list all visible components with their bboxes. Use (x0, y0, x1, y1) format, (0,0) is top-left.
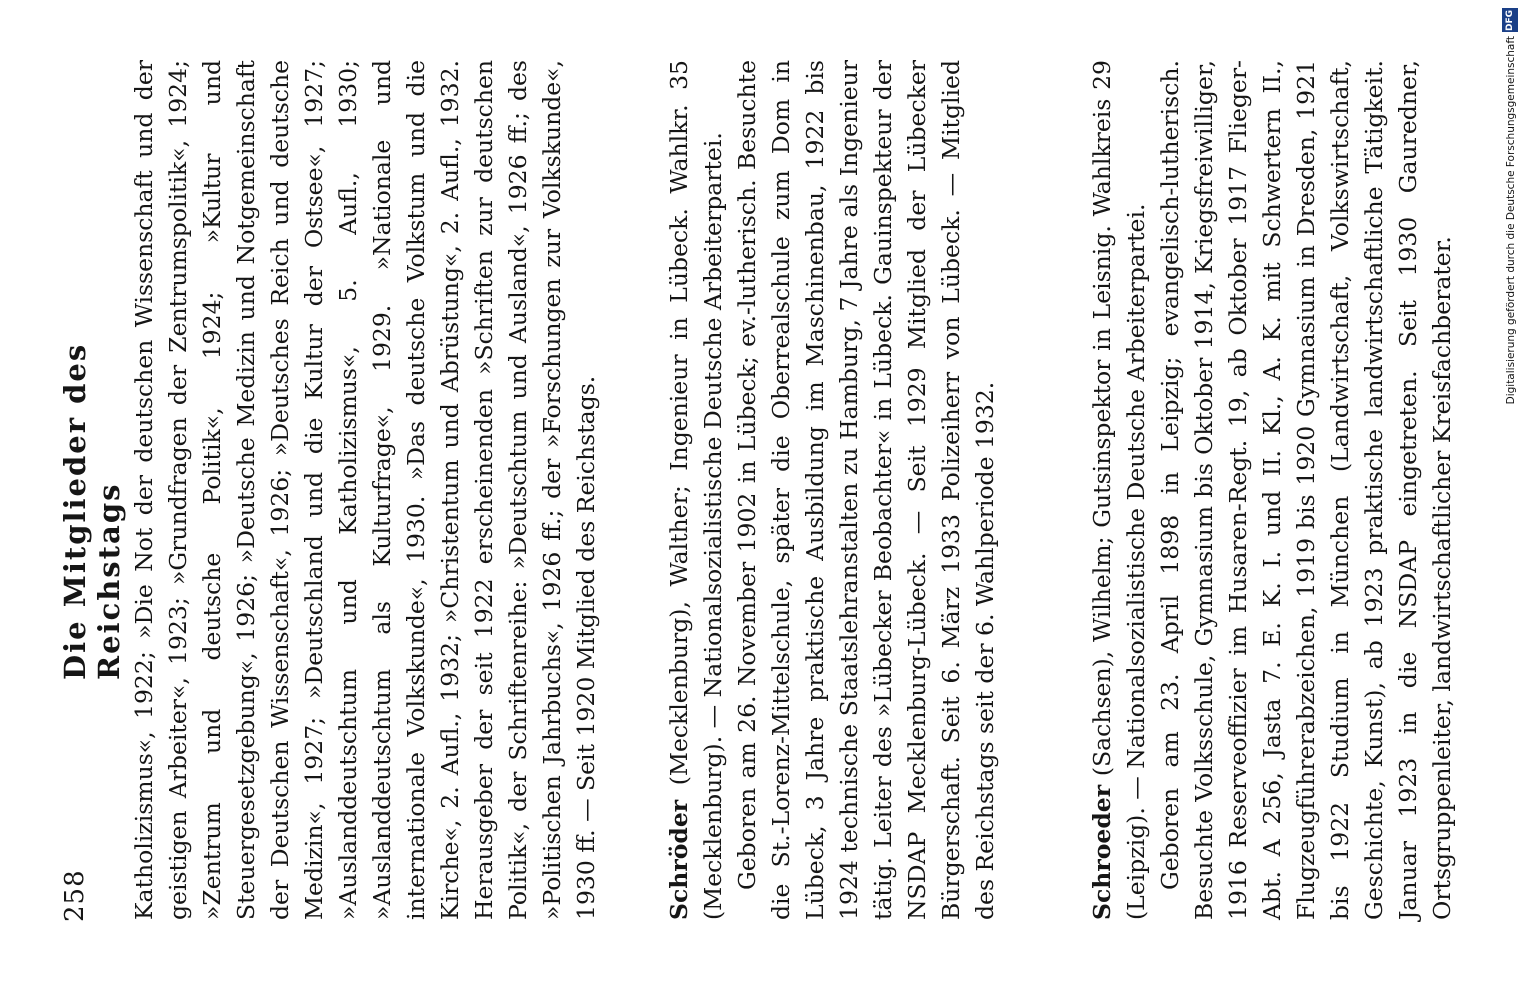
entry-name: Schröder (665, 799, 693, 920)
entry-body: Geboren am 26. November 1902 in Lübeck; ev.-lutherisch. Besuchte die St.-Lorenz-Mittelschule, später die Oberrealschule zum Dom in Lübeck, 3 Jahre praktische Ausbildung im Maschinenbau, 1922 bis 1924 technische Staatslehranstalten zu Hamburg, 7 Jahre als Ingenieur tätig. Leiter des »Lübecker Beobachter« in Lübeck. Gauinspekteur der NSDAP Mecklenburg-Lübeck. — Seit 1929 Mitglied der Lübecker Bürgerschaft. Seit 6. März 1933 Polizeiherr von Lübeck. — Mitglied des Reichstags seit der 6. Wahlperiode 1932. (733, 60, 999, 920)
dfg-logo: DFG (1502, 8, 1518, 32)
dfg-credit-text: Digitalisierung gefördert durch die Deutsche Forschungsgemeinschaft (1505, 36, 1517, 405)
running-head: Die Mitglieder des Reichstags (58, 342, 126, 680)
entry-heading-rest: (Sachsen), Wilhelm; Gutsinspektor in Leisnig. Wahlkreis 29 (Leipzig). — Nationalsozialistische Deutsche Arbeiterpartei. (1088, 60, 1150, 920)
entry-name: Schroeder (1088, 784, 1116, 920)
continuation-paragraph (127, 60, 603, 920)
page-number: 258 (60, 869, 90, 922)
dfg-watermark (1500, 8, 1518, 405)
entry-heading (662, 60, 730, 920)
entry-schroeder-sachsen (1085, 60, 1459, 920)
continuation-text: Katholizismus«, 1922; »Die Not der deutschen Wissenschaft und der geistigen Arbeiter«, 1923; »Grundfragen der Zentrumspolitik«, 1924; »Zentrum und deutsche Politik«, 1924; »Kultur und Steuergesetzgebung«, 1926; »Deutsche Medizin und Notgemeinschaft der Deutschen Wissenschaft«, 1926; »Deutsches Reich und deutsche Medizin«, 1927; »Deutschland und die Kultur der Ostsee«, 1927; »Auslanddeutschtum und Katholizismus«, 5. Aufl., 1930; »Auslanddeutschtum als Kulturfrage«, 1929. »Nationale und internationale Volkskunde«, 1930. »Das deutsche Volkstum und die Kirche«, 2. Aufl., 1932; »Christentum und Abrüstung«, 2. Aufl., 1932. Herausgeber der seit 1922 erscheinenden »Schriften zur deutschen Politik«, der Schriftenreihe: »Deutschtum und Ausland«, 1926 ff.; des »Politischen Jahrbuchs«, 1926 ff.; der »Forschungen zur Volkskunde«, 1930 ff. — Seit 1920 Mitglied des Reichstags. (130, 60, 600, 920)
entry-schroeder-mecklenburg (662, 60, 1002, 920)
entry-heading (1085, 60, 1153, 920)
entry-heading-rest: (Mecklenburg), Walther; Ingenieur in Lübeck. Wahlkr. 35 (Mecklenburg). — Nationalsozialistische Deutsche Arbeiterpartei. (665, 60, 727, 920)
entry-body: Geboren am 23. April 1898 in Leipzig; evangelisch-lutherisch. Besuchte Volksschule, Gymnasium bis Oktober 1914, Kriegsfreiwilliger, 1916 Reserveoffizier im Husaren-Regt. 19, ab Oktober 1917 Flieger-Abt. A 256, Jasta 7. E. K. I. und II. Kl., A. K. mit Schwertern II., Flugzeugführerabzeichen, 1919 bis 1920 Gymnasium in Dresden, 1921 bis 1922 Studium in München (Landwirtschaft, Volkswirtschaft, Geschichte, Kunst), ab 1923 praktische landwirtschaftliche Tätigkeit. Januar 1923 in die NSDAP eingetreten. Seit 1930 Gauredner, Ortsgruppenleiter, landwirtschaftlicher Kreisfachberater. (1156, 60, 1456, 920)
